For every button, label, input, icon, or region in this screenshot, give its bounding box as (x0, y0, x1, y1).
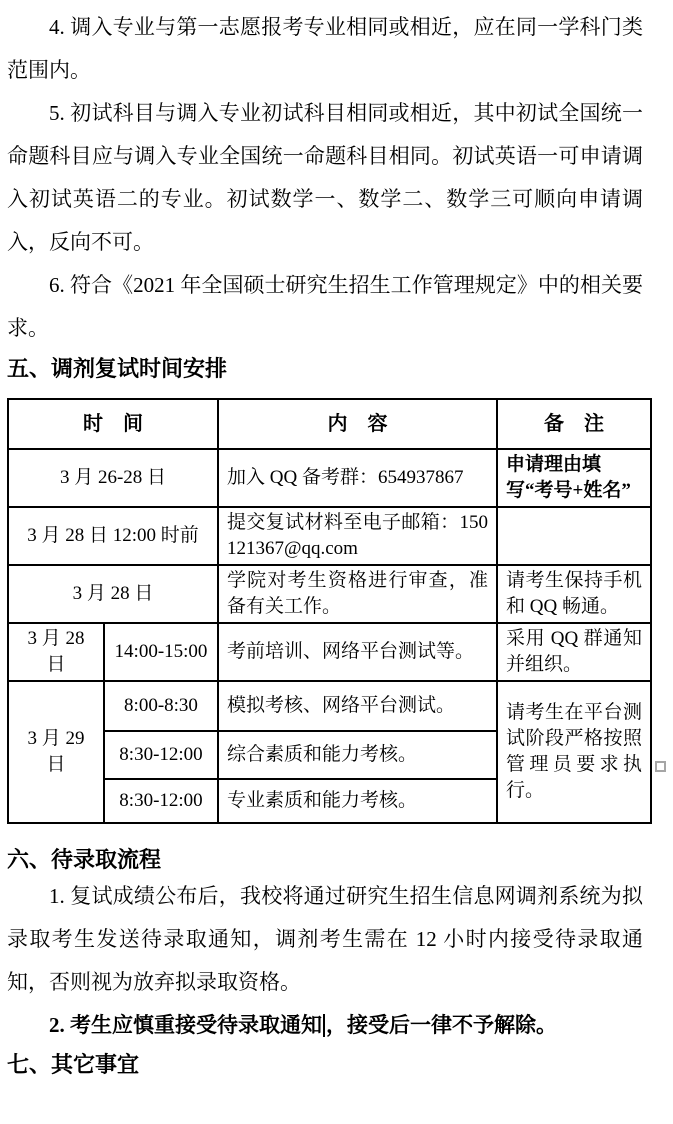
section-6-heading: 六、待录取流程 (7, 847, 162, 872)
table-row (8, 681, 651, 731)
cell-r5-note: 请考生在平台测试阶段严格按照管理员要求执行。 (497, 681, 651, 823)
cell-r2-note (497, 507, 651, 565)
cell-r2-time: 3 月 28 日 12:00 时前 (8, 507, 218, 565)
paragraph-2 (7, 1004, 643, 1047)
cell-r3-time: 3 月 28 日 (8, 565, 218, 623)
table-anchor-square (655, 761, 666, 772)
paragraph-6: 6. 符合《2021 年全国硕士研究生招生工作管理规定》中的相关要求。 (7, 273, 643, 340)
header-cell-note: 备 注 (497, 399, 651, 449)
cell-r1-content: 加入 QQ 备考群：654937867 (218, 449, 497, 507)
paragraph-1: 1. 复试成绩公布后，我校将通过研究生招生信息网调剂系统为拟录取考生发送待录取通知，调剂考生需在 12 小时内接受待录取通知，否则视为放弃拟录取资格。 (7, 884, 643, 994)
paragraph-4: 4. 调入专业与第一志愿报考专业相同或相近，应在同一学科门类范围内。 (7, 15, 643, 82)
cell-r5-content: 模拟考核、网络平台测试。 (218, 681, 497, 731)
table-row (8, 449, 651, 507)
paragraph-2-text-after-cursor: ，接受后一律不予解除。 (326, 1013, 557, 1037)
cell-r3-content: 学院对考生资格进行审查，准备有关工作。 (218, 565, 497, 623)
cell-r4-note: 采用 QQ 群通知并组织。 (497, 623, 651, 681)
cell-r7-content: 专业素质和能力考核。 (218, 779, 497, 823)
table-row (8, 507, 651, 565)
table-header-row (8, 399, 651, 449)
paragraph-5: 5. 初试科目与调入专业初试科目相同或相近，其中初试全国统一命题科目应与调入专业全国统一命题科目相同。初试英语一可申请调入初试英语二的专业。初试数学一、数学二、数学三可顺向申请调入，反向不可。 (7, 101, 643, 254)
cell-r2-content: 提交复试材料至电子邮箱：150121367@qq.com (218, 507, 497, 565)
cell-r5-time: 8:00-8:30 (104, 681, 218, 731)
schedule-table (7, 398, 652, 824)
cell-r3-note: 请考生保持手机和 QQ 畅通。 (497, 565, 651, 623)
cell-r4-date: 3 月 28 日 (8, 623, 104, 681)
cell-r1-time: 3 月 26-28 日 (8, 449, 218, 507)
section-7-heading: 七、其它事宜 (7, 1052, 140, 1077)
cell-r5-date: 3 月 29 日 (8, 681, 104, 823)
table-row (8, 565, 651, 623)
cell-r1-note: 申请理由填写“考号+姓名” (497, 449, 651, 507)
cell-r7-time: 8:30-12:00 (104, 779, 218, 823)
section-5-heading: 五、调剂复试时间安排 (7, 356, 228, 381)
table-row (8, 623, 651, 681)
cell-r4-time: 14:00-15:00 (104, 623, 218, 681)
header-cell-content: 内 容 (218, 399, 497, 449)
cell-r6-content: 综合素质和能力考核。 (218, 731, 497, 779)
text-cursor (323, 1014, 325, 1037)
cell-r6-time: 8:30-12:00 (104, 731, 218, 779)
cell-r4-content: 考前培训、网络平台测试等。 (218, 623, 497, 681)
paragraph-2-text-before-cursor: 2. 考生应慎重接受待录取通知 (49, 1013, 322, 1037)
header-cell-time: 时 间 (8, 399, 218, 449)
